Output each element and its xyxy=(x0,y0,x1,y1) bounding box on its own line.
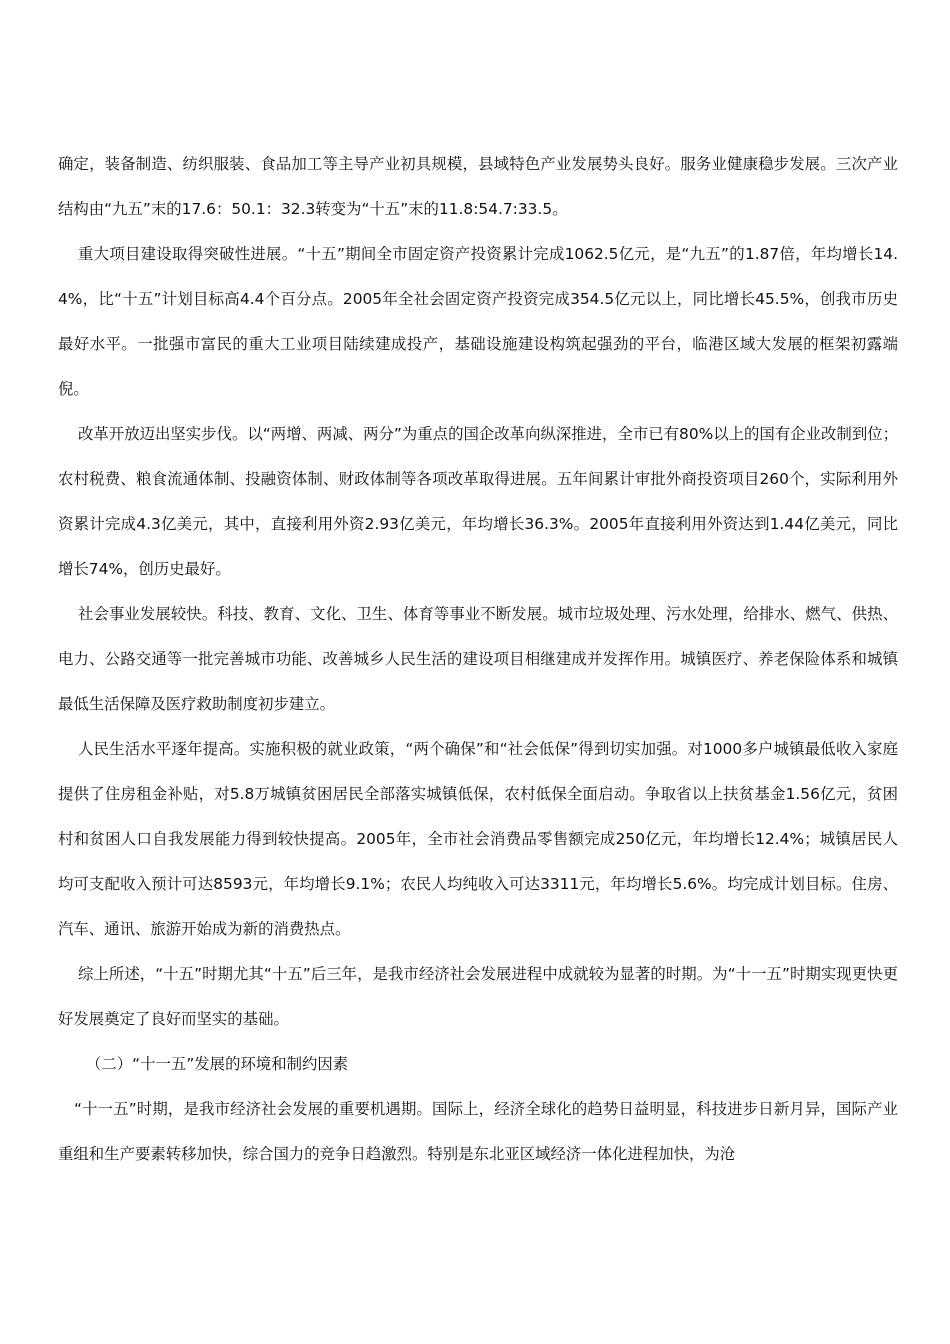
document-body xyxy=(58,142,898,1177)
paragraph-opportunity-period: “十一五”时期，是我市经济社会发展的重要机遇期。国际上，经济全球化的趋势日益明显，科技进步日新月异，国际产业重组和生产要素转移加快，综合国力的竞争日趋激烈。特别是东北亚区域经济一体化进程加快，为沧 xyxy=(58,1100,898,1163)
paragraph-social-development: 社会事业发展较快。科技、教育、文化、卫生、体育等事业不断发展。城市垃圾处理、污水处理，给排水、燃气、供热、电力、公路交通等一批完善城市功能、改善城乡人民生活的建设项目相继建成并发挥作用。城镇医疗、养老保险体系和城镇最低生活保障及医疗救助制度初步建立。 xyxy=(58,605,898,713)
paragraph-summary: 综上所述，“十五”时期尤其“十五”后三年，是我市经济社会发展进程中成就较为显著的时期。为“十一五”时期实现更快更好发展奠定了良好而坚实的基础。 xyxy=(58,965,898,1028)
paragraph-major-projects: 重大项目建设取得突破性进展。“十五”期间全市固定资产投资累计完成1062.5亿元，是“九五”的1.87倍，年均增长14.4%，比“十五”计划目标高4.4个百分点。2005年全社会固定资产投资完成354.5亿元以上，同比增长45.5%，创我市历史最好水平。一批强市富民的重大工业项目陆续建成投产，基础设施建设构筑起强劲的平台，临港区域大发展的框架初露端倪。 xyxy=(58,245,898,398)
paragraph-reform-opening: 改革开放迈出坚实步伐。以“两增、两减、两分”为重点的国企改革向纵深推进，全市已有80%以上的国有企业改制到位；农村税费、粮食流通体制、投融资体制、财政体制等各项改革取得进展。五年间累计审批外商投资项目260个，实际利用外资累计完成4.3亿美元，其中，直接利用外资2.93亿美元，年均增长36.3%。2005年直接利用外资达到1.44亿美元，同比增长74%，创历史最好。 xyxy=(58,425,898,578)
paragraph-living-standards: 人民生活水平逐年提高。实施积极的就业政策，“两个确保”和“社会低保”得到切实加强。对1000多户城镇最低收入家庭提供了住房租金补贴，对5.8万城镇贫困居民全部落实城镇低保，农村低保全面启动。争取省以上扶贫基金1.56亿元，贫困村和贫困人口自我发展能力得到较快提高。2005年，全市社会消费品零售额完成250亿元，年均增长12.4%；城镇居民人均可支配收入预计可达8593元，年均增长9.1%；农民人均纯收入可达3311元，年均增长5.6%。均完成计划目标。住房、汽车、通讯、旅游开始成为新的消费热点。 xyxy=(58,740,898,938)
paragraph-industry-structure: 确定，装备制造、纺织服装、食品加工等主导产业初具规模，县域特色产业发展势头良好。服务业健康稳步发展。三次产业结构由“九五”末的17.6：50.1：32.3转变为“十五”末的11.8:54.7:33.5。 xyxy=(58,155,898,218)
section-heading: （二）“十一五”发展的环境和制约因素 xyxy=(86,1055,349,1073)
